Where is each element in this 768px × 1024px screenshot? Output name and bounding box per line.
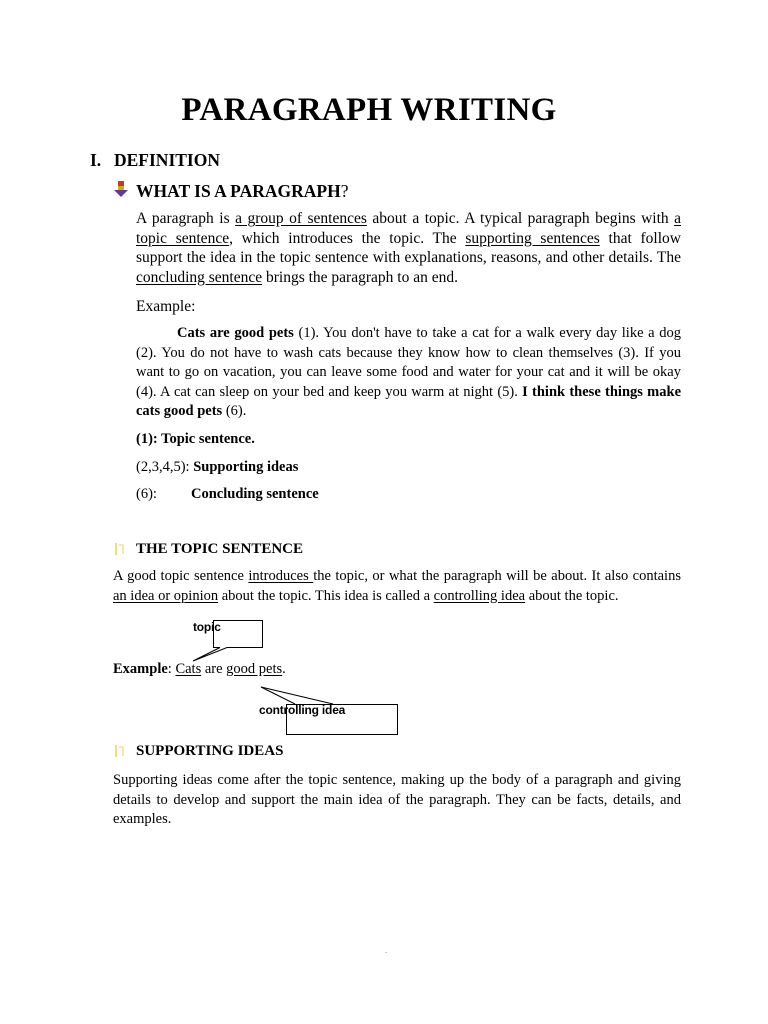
footer-mark: . bbox=[385, 946, 387, 955]
topic-sentence-paragraph: A good topic sentence introduces the topic, or what the paragraph will be about. It also contains an idea or opinion about the topic. This idea is called a controlling idea about the topic. bbox=[113, 568, 681, 604]
key-item-2: (2,3,4,5): Supporting ideas bbox=[136, 459, 299, 475]
section-label: DEFINITION bbox=[114, 150, 220, 170]
example-concluding-sentence: I think these things make cats good pets bbox=[136, 383, 682, 420]
topic-example-line: Example: Cats are good pets. bbox=[113, 661, 286, 677]
what-is-heading-text: WHAT IS A PARAGRAPH bbox=[136, 181, 341, 201]
supporting-ideas-paragraph: Supporting ideas come after the topic sentence, making up the body of a paragraph and giving details to develop and support the main idea of the paragraph. They can be facts, details, and examples. bbox=[113, 772, 681, 828]
section-number: I. bbox=[90, 150, 102, 170]
key-item-3-label: Concluding sentence bbox=[191, 486, 319, 502]
supporting-ideas-heading: SUPPORTING IDEAS bbox=[136, 743, 284, 759]
example-word-good-pets: good pets bbox=[226, 661, 283, 677]
definition-paragraph: A paragraph is a group of sentences about a topic. A typical paragraph begins with a topic sentence, which introduces the topic. The supporting sentences that follow support the idea in the topic sentence with explanations, reasons, and other details. The concluding sentence brings the paragraph to an end. bbox=[136, 210, 682, 286]
example-label: Example: bbox=[136, 298, 196, 315]
term-group-of-sentences: a group of sentences bbox=[235, 210, 367, 227]
section-heading bbox=[90, 150, 220, 171]
page-corner-bullet-icon-2 bbox=[115, 744, 125, 758]
topic-example-label: Example bbox=[113, 661, 168, 677]
controlling-idea-callout-label: controlling idea bbox=[259, 703, 346, 717]
example-paragraph: Cats are good pets (1). You don't have to take a cat for a walk every day like a dog (2). You do not have to wash cats because they know how to clean themselves (3). If you want to go on vacation, you can leave some food and water for your cat and it will be okay (4). A cat can sleep on your bed and keep you warm at night (5). I think these things make cats good pets (6). bbox=[136, 325, 682, 420]
term-controlling-idea: controlling idea bbox=[433, 587, 526, 604]
example-topic-sentence: Cats are good pets bbox=[177, 325, 294, 341]
key-item-1: (1): Topic sentence. bbox=[136, 431, 255, 447]
topic-sentence-heading: THE TOPIC SENTENCE bbox=[136, 541, 303, 557]
key-item-3: (6): bbox=[136, 486, 157, 502]
example-word-cats: Cats bbox=[175, 661, 202, 677]
page-corner-bullet-icon bbox=[115, 542, 125, 556]
what-is-paragraph-heading bbox=[136, 181, 348, 202]
term-topic-sentence: a topic sentence bbox=[136, 210, 682, 247]
topic-callout-label: topic bbox=[193, 620, 221, 634]
term-supporting-sentences: supporting sentences bbox=[465, 229, 600, 247]
term-introduces: introduces bbox=[248, 568, 314, 584]
term-idea-or-opinion: an idea or opinion bbox=[113, 587, 219, 604]
term-concluding-sentence: concluding sentence bbox=[136, 268, 263, 286]
down-arrow-bullet-icon bbox=[113, 181, 129, 203]
what-is-heading-mark: ? bbox=[340, 181, 349, 201]
page-title: PARAGRAPH WRITING bbox=[181, 92, 557, 128]
